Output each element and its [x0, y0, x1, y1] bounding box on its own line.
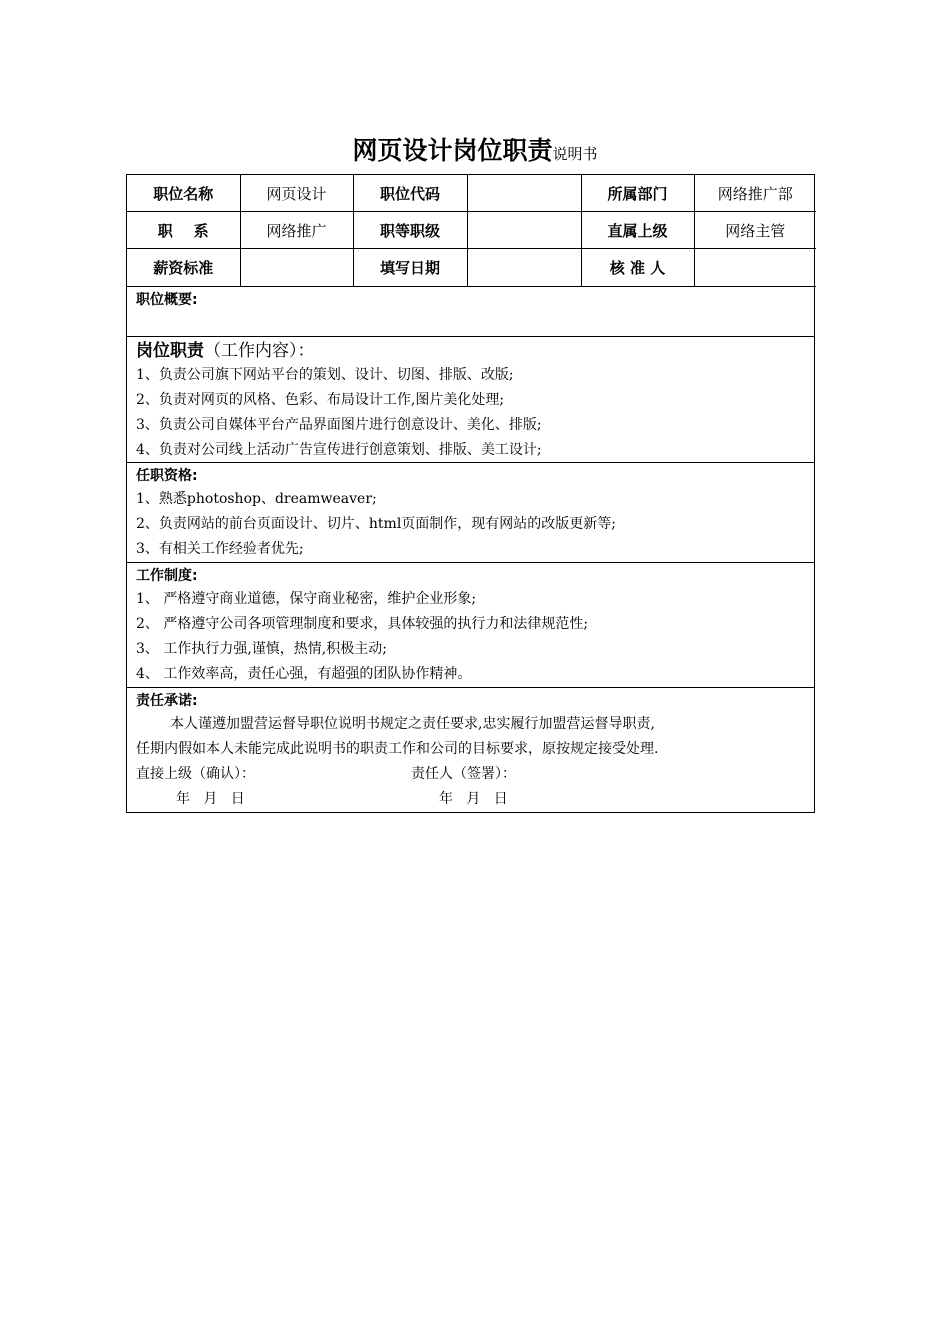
label-job-family: 职 系	[127, 212, 240, 249]
list-item: 2、负责网站的前台页面设计、切片、html页面制作，现有网站的改版更新等;	[136, 516, 617, 532]
duties-section	[127, 337, 814, 463]
document-title	[0, 132, 950, 173]
label-supervisor: 直属上级	[581, 212, 694, 249]
commitment-text-1: 本人谨遵加盟营运督导职位说明书规定之责任要求,忠实履行加盟营运督导职责,	[170, 716, 655, 732]
value-job-family: 网络推广	[240, 212, 353, 249]
info-row	[127, 249, 816, 287]
overview-section	[127, 287, 814, 337]
info-row	[127, 175, 816, 212]
label-department: 所属部门	[581, 175, 694, 212]
label-position-name: 职位名称	[127, 175, 240, 212]
commitment-text-2: 任期内假如本人未能完成此说明书的职责工作和公司的目标要求，原按规定接受处理.	[136, 741, 659, 757]
label-salary: 薪资标准	[127, 249, 240, 287]
title-sub: 说明书	[552, 145, 598, 163]
value-salary	[240, 249, 353, 287]
duties-heading-main: 岗位职责	[136, 341, 204, 361]
qualifications-heading: 任职资格:	[136, 468, 198, 484]
signature-labels-row	[136, 762, 805, 787]
list-item: 3、有相关工作经验者优先;	[136, 541, 304, 557]
label-position-code: 职位代码	[353, 175, 467, 212]
list-item: 1、负责公司旗下网站平台的策划、设计、切图、排版、改版;	[136, 367, 514, 383]
list-item: 3、负责公司自媒体平台产品界面图片进行创意设计、美化、排版;	[136, 417, 542, 433]
supervisor-date: 年 月 日	[176, 791, 245, 807]
commitment-heading: 责任承诺:	[136, 693, 198, 709]
list-item: 4、负责对公司线上活动广告宣传进行创意策划、排版、美工设计;	[136, 442, 542, 458]
list-item: 4、 工作效率高，责任心强，有超强的团队协作精神。	[136, 666, 472, 682]
info-table	[127, 175, 816, 287]
value-supervisor: 网络主管	[694, 212, 816, 249]
title-main: 网页设计岗位职责	[352, 136, 553, 165]
rules-heading: 工作制度:	[136, 568, 198, 584]
supervisor-confirm-label: 直接上级（确认）：	[136, 766, 255, 782]
qualifications-section	[127, 463, 814, 563]
commitment-section	[127, 688, 814, 812]
rules-section	[127, 563, 814, 688]
label-grade: 职等职级	[353, 212, 467, 249]
overview-heading: 职位概要:	[136, 292, 198, 308]
label-approver: 核 准 人	[581, 249, 694, 287]
info-row	[127, 212, 816, 249]
responsible-person-date: 年 月 日	[439, 791, 508, 807]
job-description-form	[126, 174, 815, 813]
value-grade	[467, 212, 581, 249]
list-item: 2、 严格遵守公司各项管理制度和要求，具体较强的执行力和法律规范性;	[136, 616, 589, 632]
responsible-person-label: 责任人（签署）：	[411, 766, 516, 782]
list-item: 1、熟悉photoshop、dreamweaver;	[136, 491, 377, 507]
value-department: 网络推广部	[694, 175, 816, 212]
signature-dates-row	[136, 787, 805, 812]
duties-heading-suffix: （工作内容）：	[204, 341, 315, 361]
duties-heading	[136, 339, 805, 363]
list-item: 3、 工作执行力强,谨慎，热情,积极主动;	[136, 641, 387, 657]
list-item: 2、负责对网页的风格、色彩、布局设计工作,图片美化处理;	[136, 392, 505, 408]
value-position-name: 网页设计	[240, 175, 353, 212]
label-fill-date: 填写日期	[353, 249, 467, 287]
value-fill-date	[467, 249, 581, 287]
value-approver	[694, 249, 816, 287]
list-item: 1、 严格遵守商业道德，保守商业秘密，维护企业形象;	[136, 591, 477, 607]
value-position-code	[467, 175, 581, 212]
